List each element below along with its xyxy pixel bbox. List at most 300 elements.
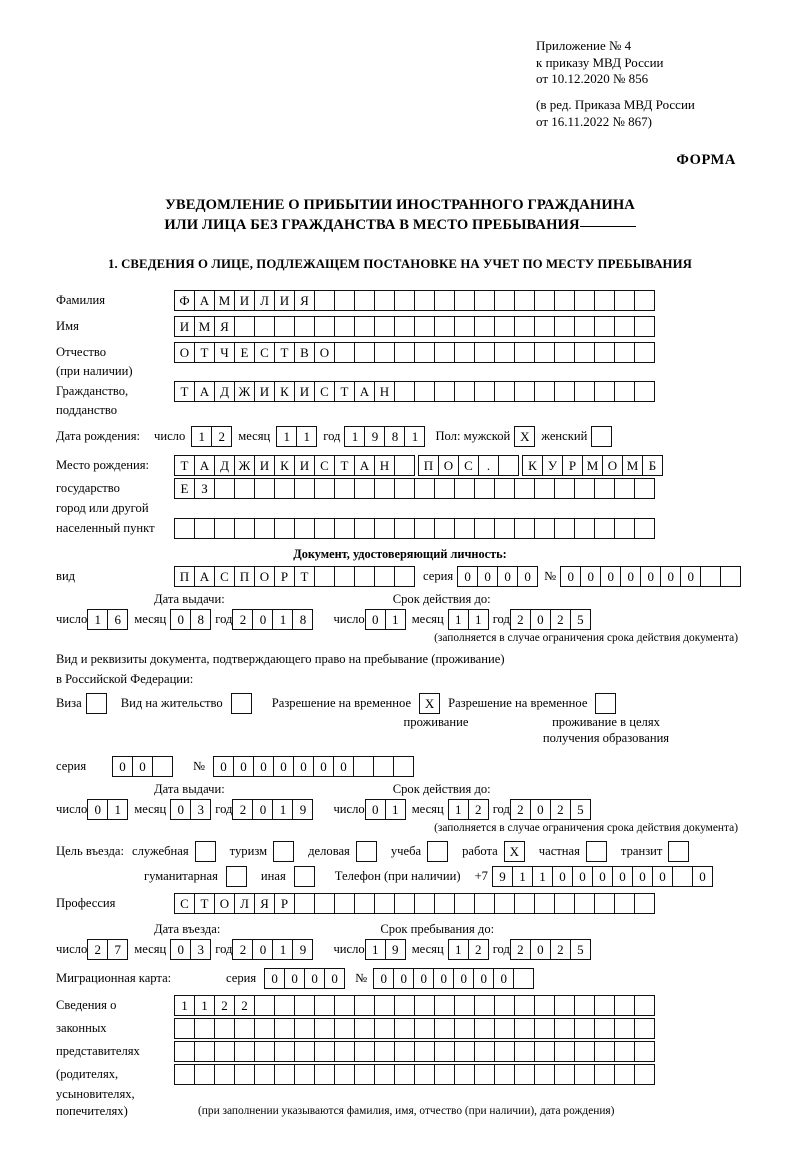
patronymic-cell[interactable]: В xyxy=(294,342,315,363)
birthplace-city-cell[interactable] xyxy=(454,478,475,499)
identity-valid-year-cell[interactable]: 5 xyxy=(570,609,591,630)
reps-4-cell[interactable] xyxy=(434,1064,455,1085)
migration-number-cell[interactable]: 0 xyxy=(373,968,394,989)
birthplace-city-cell[interactable] xyxy=(514,478,535,499)
reps-2-cell[interactable] xyxy=(194,1018,215,1039)
birthplace-city-cell[interactable] xyxy=(434,478,455,499)
reps-1-cell[interactable] xyxy=(574,995,595,1016)
permit-valid-year-cell[interactable]: 2 xyxy=(550,799,571,820)
birthplace-city-cell[interactable] xyxy=(274,478,295,499)
name-cell[interactable] xyxy=(394,316,415,337)
birthplace-locality-cell[interactable] xyxy=(594,518,615,539)
purpose-humanitarian-checkbox[interactable] xyxy=(226,866,247,887)
permit-number-cell[interactable]: 0 xyxy=(293,756,314,777)
reps-4-cell[interactable] xyxy=(574,1064,595,1085)
name-cell[interactable] xyxy=(454,316,475,337)
identity-kind-cell[interactable] xyxy=(334,566,355,587)
reps-1-cell[interactable] xyxy=(534,995,555,1016)
phone-cell[interactable]: 0 xyxy=(572,866,593,887)
reps-1-cell[interactable]: 2 xyxy=(234,995,255,1016)
profession-cell[interactable] xyxy=(294,893,315,914)
permit-valid-day-input[interactable] xyxy=(365,799,406,820)
birthplace-country-cell[interactable]: И xyxy=(294,455,315,476)
identity-issue-day-cell[interactable]: 1 xyxy=(87,609,108,630)
reps-1-cell[interactable] xyxy=(314,995,335,1016)
surname-cell[interactable]: И xyxy=(234,290,255,311)
identity-kind-cell[interactable] xyxy=(354,566,375,587)
reps-2-cell[interactable] xyxy=(294,1018,315,1039)
profession-cell[interactable] xyxy=(534,893,555,914)
birthplace-city-cell[interactable] xyxy=(394,478,415,499)
identity-issue-year-cell[interactable]: 2 xyxy=(232,609,253,630)
birthplace-tail-cell[interactable]: Б xyxy=(642,455,663,476)
reps-2-cell[interactable] xyxy=(574,1018,595,1039)
citizenship-cell[interactable]: И xyxy=(254,381,275,402)
birthplace-locality-cell[interactable] xyxy=(314,518,335,539)
reps-3-cell[interactable] xyxy=(394,1041,415,1062)
citizenship-cell[interactable]: И xyxy=(294,381,315,402)
surname-cell[interactable] xyxy=(334,290,355,311)
reps-4-cell[interactable] xyxy=(494,1064,515,1085)
reps-2-cell[interactable] xyxy=(494,1018,515,1039)
migration-number-cell[interactable]: 0 xyxy=(493,968,514,989)
birthplace-country-cell[interactable]: Н xyxy=(374,455,395,476)
identity-series-cell[interactable]: 0 xyxy=(497,566,518,587)
birthplace-city-cell[interactable] xyxy=(594,478,615,499)
profession-cell[interactable] xyxy=(454,893,475,914)
birthplace-city-cell[interactable] xyxy=(294,478,315,499)
name-cell[interactable] xyxy=(334,316,355,337)
patronymic-cell[interactable] xyxy=(334,342,355,363)
birthplace-extra-cell[interactable]: С xyxy=(458,455,479,476)
reps-2-cell[interactable] xyxy=(514,1018,535,1039)
reps-1-cell[interactable] xyxy=(434,995,455,1016)
identity-kind-cell[interactable] xyxy=(314,566,335,587)
citizenship-cell[interactable]: Ж xyxy=(234,381,255,402)
surname-cell[interactable] xyxy=(414,290,435,311)
migration-number-input[interactable] xyxy=(373,968,534,989)
migration-series-cell[interactable]: 0 xyxy=(264,968,285,989)
phone-cell[interactable]: 0 xyxy=(632,866,653,887)
reps-4-cell[interactable] xyxy=(254,1064,275,1085)
permit-residence-checkbox[interactable] xyxy=(231,693,252,714)
reps-2-cell[interactable] xyxy=(234,1018,255,1039)
permit-number-cell[interactable] xyxy=(393,756,414,777)
reps-1-cell[interactable] xyxy=(454,995,475,1016)
name-cell[interactable] xyxy=(554,316,575,337)
birthplace-locality-cell[interactable] xyxy=(254,518,275,539)
permit-valid-year-cell[interactable]: 5 xyxy=(570,799,591,820)
birthplace-locality-cell[interactable] xyxy=(334,518,355,539)
entry-month-input[interactable] xyxy=(170,939,211,960)
identity-number-cell[interactable]: 0 xyxy=(620,566,641,587)
permit-number-cell[interactable]: 0 xyxy=(253,756,274,777)
birthplace-city-cell[interactable] xyxy=(414,478,435,499)
birthplace-locality-cell[interactable] xyxy=(414,518,435,539)
birthplace-city-cell[interactable] xyxy=(374,478,395,499)
citizenship-cell[interactable]: Н xyxy=(374,381,395,402)
reps-3-cell[interactable] xyxy=(414,1041,435,1062)
birthplace-city-cell[interactable] xyxy=(474,478,495,499)
purpose-item-checkbox[interactable] xyxy=(668,841,689,862)
reps-2-cell[interactable] xyxy=(474,1018,495,1039)
patronymic-cell[interactable] xyxy=(454,342,475,363)
birthplace-extra-cell[interactable]: П xyxy=(418,455,439,476)
profession-cell[interactable] xyxy=(374,893,395,914)
phone-cell[interactable]: 0 xyxy=(592,866,613,887)
reps-3-cell[interactable] xyxy=(194,1041,215,1062)
stay-month-cell[interactable]: 1 xyxy=(448,939,469,960)
birthplace-country-cell[interactable]: А xyxy=(354,455,375,476)
profession-cell[interactable] xyxy=(414,893,435,914)
reps-3-cell[interactable] xyxy=(234,1041,255,1062)
permit-temp-checkbox[interactable]: X xyxy=(419,693,440,714)
entry-year-cell[interactable]: 0 xyxy=(252,939,273,960)
reps-4-cell[interactable] xyxy=(214,1064,235,1085)
migration-number-cell[interactable]: 0 xyxy=(433,968,454,989)
citizenship-cell[interactable]: С xyxy=(314,381,335,402)
birthplace-country-cell[interactable] xyxy=(394,455,415,476)
patronymic-cell[interactable] xyxy=(594,342,615,363)
identity-kind-cell[interactable] xyxy=(374,566,395,587)
birthplace-country-cell[interactable]: Т xyxy=(334,455,355,476)
birthplace-locality-cell[interactable] xyxy=(634,518,655,539)
permit-series-input[interactable] xyxy=(112,756,173,777)
permit-series-cell[interactable] xyxy=(152,756,173,777)
citizenship-cell[interactable] xyxy=(534,381,555,402)
birth-day-cell[interactable]: 2 xyxy=(211,426,232,447)
reps-3-cell[interactable] xyxy=(494,1041,515,1062)
purpose-item-checkbox[interactable] xyxy=(356,841,377,862)
birthplace-country-cell[interactable]: И xyxy=(254,455,275,476)
reps-input-1[interactable] xyxy=(174,995,655,1016)
migration-series-cell[interactable]: 0 xyxy=(284,968,305,989)
surname-cell[interactable]: Я xyxy=(294,290,315,311)
permit-number-cell[interactable] xyxy=(373,756,394,777)
reps-2-cell[interactable] xyxy=(434,1018,455,1039)
patronymic-cell[interactable]: Ч xyxy=(214,342,235,363)
birthplace-locality-cell[interactable] xyxy=(194,518,215,539)
birthplace-tail-cell[interactable]: М xyxy=(622,455,643,476)
reps-3-cell[interactable] xyxy=(634,1041,655,1062)
migration-series-cell[interactable]: 0 xyxy=(304,968,325,989)
phone-cell[interactable]: 9 xyxy=(492,866,513,887)
stay-year-cell[interactable]: 2 xyxy=(510,939,531,960)
birthplace-locality-cell[interactable] xyxy=(574,518,595,539)
permit-number-cell[interactable]: 0 xyxy=(313,756,334,777)
patronymic-cell[interactable]: О xyxy=(314,342,335,363)
identity-series-input[interactable] xyxy=(457,566,538,587)
identity-number-input[interactable] xyxy=(560,566,741,587)
reps-4-cell[interactable] xyxy=(394,1064,415,1085)
reps-3-cell[interactable] xyxy=(374,1041,395,1062)
identity-number-cell[interactable] xyxy=(700,566,721,587)
surname-cell[interactable] xyxy=(614,290,635,311)
reps-4-cell[interactable] xyxy=(474,1064,495,1085)
identity-issue-month-cell[interactable]: 8 xyxy=(190,609,211,630)
reps-2-cell[interactable] xyxy=(314,1018,335,1039)
reps-1-cell[interactable]: 1 xyxy=(174,995,195,1016)
reps-2-cell[interactable] xyxy=(594,1018,615,1039)
name-cell[interactable] xyxy=(274,316,295,337)
identity-issue-year-cell[interactable]: 1 xyxy=(272,609,293,630)
profession-cell[interactable]: Т xyxy=(194,893,215,914)
identity-valid-month-cell[interactable]: 1 xyxy=(448,609,469,630)
name-input[interactable] xyxy=(174,316,655,337)
citizenship-cell[interactable]: Т xyxy=(334,381,355,402)
entry-year-cell[interactable]: 9 xyxy=(292,939,313,960)
phone-cell[interactable]: 1 xyxy=(512,866,533,887)
reps-4-cell[interactable] xyxy=(194,1064,215,1085)
stay-day-input[interactable] xyxy=(365,939,406,960)
identity-number-cell[interactable]: 0 xyxy=(640,566,661,587)
stay-year-cell[interactable]: 5 xyxy=(570,939,591,960)
reps-4-cell[interactable] xyxy=(414,1064,435,1085)
birthplace-city-cell[interactable] xyxy=(614,478,635,499)
reps-2-cell[interactable] xyxy=(634,1018,655,1039)
patronymic-cell[interactable]: Т xyxy=(194,342,215,363)
birthplace-locality-input[interactable] xyxy=(174,518,655,539)
identity-valid-month-cell[interactable]: 1 xyxy=(468,609,489,630)
identity-kind-cell[interactable]: Т xyxy=(294,566,315,587)
stay-month-cell[interactable]: 2 xyxy=(468,939,489,960)
phone-cell[interactable]: 0 xyxy=(612,866,633,887)
citizenship-cell[interactable]: Д xyxy=(214,381,235,402)
reps-4-cell[interactable] xyxy=(554,1064,575,1085)
reps-1-cell[interactable] xyxy=(294,995,315,1016)
migration-number-cell[interactable]: 0 xyxy=(393,968,414,989)
identity-issue-day-cell[interactable]: 6 xyxy=(107,609,128,630)
identity-kind-input[interactable] xyxy=(174,566,415,587)
birthplace-city-cell[interactable] xyxy=(254,478,275,499)
identity-issue-year-cell[interactable]: 8 xyxy=(292,609,313,630)
citizenship-cell[interactable]: А xyxy=(354,381,375,402)
reps-1-cell[interactable] xyxy=(334,995,355,1016)
name-cell[interactable] xyxy=(474,316,495,337)
reps-1-cell[interactable] xyxy=(634,995,655,1016)
name-cell[interactable] xyxy=(414,316,435,337)
birthplace-locality-cell[interactable] xyxy=(234,518,255,539)
birthplace-city-cell[interactable] xyxy=(354,478,375,499)
surname-cell[interactable]: Ф xyxy=(174,290,195,311)
birthplace-locality-cell[interactable] xyxy=(454,518,475,539)
identity-issue-year-cell[interactable]: 0 xyxy=(252,609,273,630)
name-cell[interactable] xyxy=(374,316,395,337)
reps-3-cell[interactable] xyxy=(274,1041,295,1062)
reps-3-cell[interactable] xyxy=(334,1041,355,1062)
permit-number-cell[interactable]: 0 xyxy=(333,756,354,777)
entry-year-cell[interactable]: 2 xyxy=(232,939,253,960)
citizenship-cell[interactable] xyxy=(434,381,455,402)
reps-3-cell[interactable] xyxy=(514,1041,535,1062)
name-cell[interactable]: Я xyxy=(214,316,235,337)
patronymic-cell[interactable] xyxy=(414,342,435,363)
surname-cell[interactable] xyxy=(394,290,415,311)
name-cell[interactable] xyxy=(574,316,595,337)
birthplace-locality-cell[interactable] xyxy=(494,518,515,539)
permit-issue-month-cell[interactable]: 3 xyxy=(190,799,211,820)
migration-number-cell[interactable]: 0 xyxy=(473,968,494,989)
permit-valid-day-cell[interactable]: 0 xyxy=(365,799,386,820)
surname-cell[interactable] xyxy=(554,290,575,311)
surname-cell[interactable] xyxy=(354,290,375,311)
reps-4-cell[interactable] xyxy=(534,1064,555,1085)
identity-issue-month-input[interactable] xyxy=(170,609,211,630)
patronymic-cell[interactable]: С xyxy=(254,342,275,363)
birthplace-city-cell[interactable] xyxy=(494,478,515,499)
permit-issue-day-input[interactable] xyxy=(87,799,128,820)
sex-male-checkbox[interactable]: X xyxy=(514,426,535,447)
reps-1-cell[interactable]: 1 xyxy=(194,995,215,1016)
purpose-item-checkbox[interactable] xyxy=(427,841,448,862)
reps-input-4[interactable] xyxy=(174,1064,655,1085)
reps-4-cell[interactable] xyxy=(294,1064,315,1085)
surname-cell[interactable] xyxy=(534,290,555,311)
birthplace-locality-cell[interactable] xyxy=(354,518,375,539)
citizenship-cell[interactable] xyxy=(414,381,435,402)
birthplace-city-cell[interactable]: Е xyxy=(174,478,195,499)
birthplace-tail-cell[interactable]: У xyxy=(542,455,563,476)
reps-1-cell[interactable] xyxy=(394,995,415,1016)
birth-month-input[interactable] xyxy=(276,426,317,447)
purpose-item-checkbox[interactable]: X xyxy=(504,841,525,862)
citizenship-cell[interactable]: А xyxy=(194,381,215,402)
identity-valid-day-cell[interactable]: 0 xyxy=(365,609,386,630)
reps-2-cell[interactable] xyxy=(614,1018,635,1039)
identity-kind-cell[interactable]: Р xyxy=(274,566,295,587)
name-cell[interactable] xyxy=(634,316,655,337)
profession-cell[interactable]: С xyxy=(174,893,195,914)
permit-valid-month-cell[interactable]: 1 xyxy=(448,799,469,820)
profession-cell[interactable] xyxy=(354,893,375,914)
migration-series-cell[interactable]: 0 xyxy=(324,968,345,989)
permit-number-cell[interactable]: 0 xyxy=(233,756,254,777)
reps-4-cell[interactable] xyxy=(274,1064,295,1085)
birthplace-locality-cell[interactable] xyxy=(174,518,195,539)
reps-3-cell[interactable] xyxy=(254,1041,275,1062)
birthplace-locality-cell[interactable] xyxy=(554,518,575,539)
birthplace-city-cell[interactable] xyxy=(554,478,575,499)
reps-1-cell[interactable] xyxy=(274,995,295,1016)
reps-2-cell[interactable] xyxy=(374,1018,395,1039)
permit-valid-year-cell[interactable]: 2 xyxy=(510,799,531,820)
identity-number-cell[interactable]: 0 xyxy=(600,566,621,587)
permit-valid-month-cell[interactable]: 2 xyxy=(468,799,489,820)
reps-1-cell[interactable] xyxy=(594,995,615,1016)
birth-year-input[interactable] xyxy=(344,426,425,447)
birth-month-cell[interactable]: 1 xyxy=(276,426,297,447)
reps-3-cell[interactable] xyxy=(554,1041,575,1062)
reps-3-cell[interactable] xyxy=(174,1041,195,1062)
phone-input[interactable] xyxy=(492,866,713,887)
identity-kind-cell[interactable]: С xyxy=(214,566,235,587)
patronymic-cell[interactable] xyxy=(474,342,495,363)
birthplace-city-input[interactable] xyxy=(174,478,655,499)
birth-day-input[interactable] xyxy=(191,426,232,447)
reps-3-cell[interactable] xyxy=(474,1041,495,1062)
purpose-item-checkbox[interactable] xyxy=(273,841,294,862)
stay-month-input[interactable] xyxy=(448,939,489,960)
permit-valid-month-input[interactable] xyxy=(448,799,489,820)
profession-cell[interactable] xyxy=(554,893,575,914)
reps-input-2[interactable] xyxy=(174,1018,655,1039)
surname-cell[interactable]: Л xyxy=(254,290,275,311)
citizenship-cell[interactable] xyxy=(574,381,595,402)
birthplace-city-cell[interactable] xyxy=(334,478,355,499)
birthplace-country-cell[interactable]: С xyxy=(314,455,335,476)
reps-2-cell[interactable] xyxy=(394,1018,415,1039)
surname-input[interactable] xyxy=(174,290,655,311)
birthplace-locality-cell[interactable] xyxy=(514,518,535,539)
name-cell[interactable] xyxy=(494,316,515,337)
stay-day-cell[interactable]: 1 xyxy=(365,939,386,960)
birth-year-cell[interactable]: 1 xyxy=(404,426,425,447)
stay-year-cell[interactable]: 2 xyxy=(550,939,571,960)
permit-number-input[interactable] xyxy=(213,756,414,777)
stay-year-cell[interactable]: 0 xyxy=(530,939,551,960)
birthplace-country-input[interactable] xyxy=(174,455,663,476)
permit-issue-year-cell[interactable]: 9 xyxy=(292,799,313,820)
stay-day-cell[interactable]: 9 xyxy=(385,939,406,960)
profession-cell[interactable] xyxy=(594,893,615,914)
patronymic-cell[interactable] xyxy=(574,342,595,363)
name-cell[interactable] xyxy=(614,316,635,337)
identity-valid-month-input[interactable] xyxy=(448,609,489,630)
citizenship-input[interactable] xyxy=(174,381,655,402)
name-cell[interactable] xyxy=(434,316,455,337)
citizenship-cell[interactable] xyxy=(474,381,495,402)
citizenship-cell[interactable] xyxy=(614,381,635,402)
citizenship-cell[interactable] xyxy=(594,381,615,402)
citizenship-cell[interactable] xyxy=(554,381,575,402)
birthplace-locality-cell[interactable] xyxy=(274,518,295,539)
purpose-other-checkbox[interactable] xyxy=(294,866,315,887)
surname-cell[interactable] xyxy=(474,290,495,311)
birthplace-city-cell[interactable] xyxy=(314,478,335,499)
permit-number-cell[interactable]: 0 xyxy=(273,756,294,777)
birthplace-extra-cell[interactable] xyxy=(498,455,519,476)
identity-series-cell[interactable]: 0 xyxy=(517,566,538,587)
reps-3-cell[interactable] xyxy=(574,1041,595,1062)
reps-4-cell[interactable] xyxy=(334,1064,355,1085)
birthplace-locality-cell[interactable] xyxy=(614,518,635,539)
reps-3-cell[interactable] xyxy=(434,1041,455,1062)
migration-number-cell[interactable]: 0 xyxy=(453,968,474,989)
birthplace-city-cell[interactable] xyxy=(214,478,235,499)
entry-year-input[interactable] xyxy=(232,939,313,960)
permit-series-cell[interactable]: 0 xyxy=(132,756,153,777)
identity-kind-cell[interactable]: А xyxy=(194,566,215,587)
reps-1-cell[interactable] xyxy=(614,995,635,1016)
birthplace-city-cell[interactable] xyxy=(534,478,555,499)
birth-month-cell[interactable]: 1 xyxy=(296,426,317,447)
reps-2-cell[interactable] xyxy=(334,1018,355,1039)
reps-4-cell[interactable] xyxy=(354,1064,375,1085)
identity-kind-cell[interactable]: П xyxy=(174,566,195,587)
reps-4-cell[interactable] xyxy=(614,1064,635,1085)
identity-valid-year-cell[interactable]: 0 xyxy=(530,609,551,630)
patronymic-cell[interactable] xyxy=(434,342,455,363)
reps-1-cell[interactable] xyxy=(474,995,495,1016)
reps-3-cell[interactable] xyxy=(354,1041,375,1062)
name-cell[interactable] xyxy=(534,316,555,337)
reps-1-cell[interactable] xyxy=(554,995,575,1016)
phone-cell[interactable]: 1 xyxy=(532,866,553,887)
reps-2-cell[interactable] xyxy=(274,1018,295,1039)
reps-2-cell[interactable] xyxy=(454,1018,475,1039)
birth-year-cell[interactable]: 1 xyxy=(344,426,365,447)
profession-cell[interactable] xyxy=(434,893,455,914)
